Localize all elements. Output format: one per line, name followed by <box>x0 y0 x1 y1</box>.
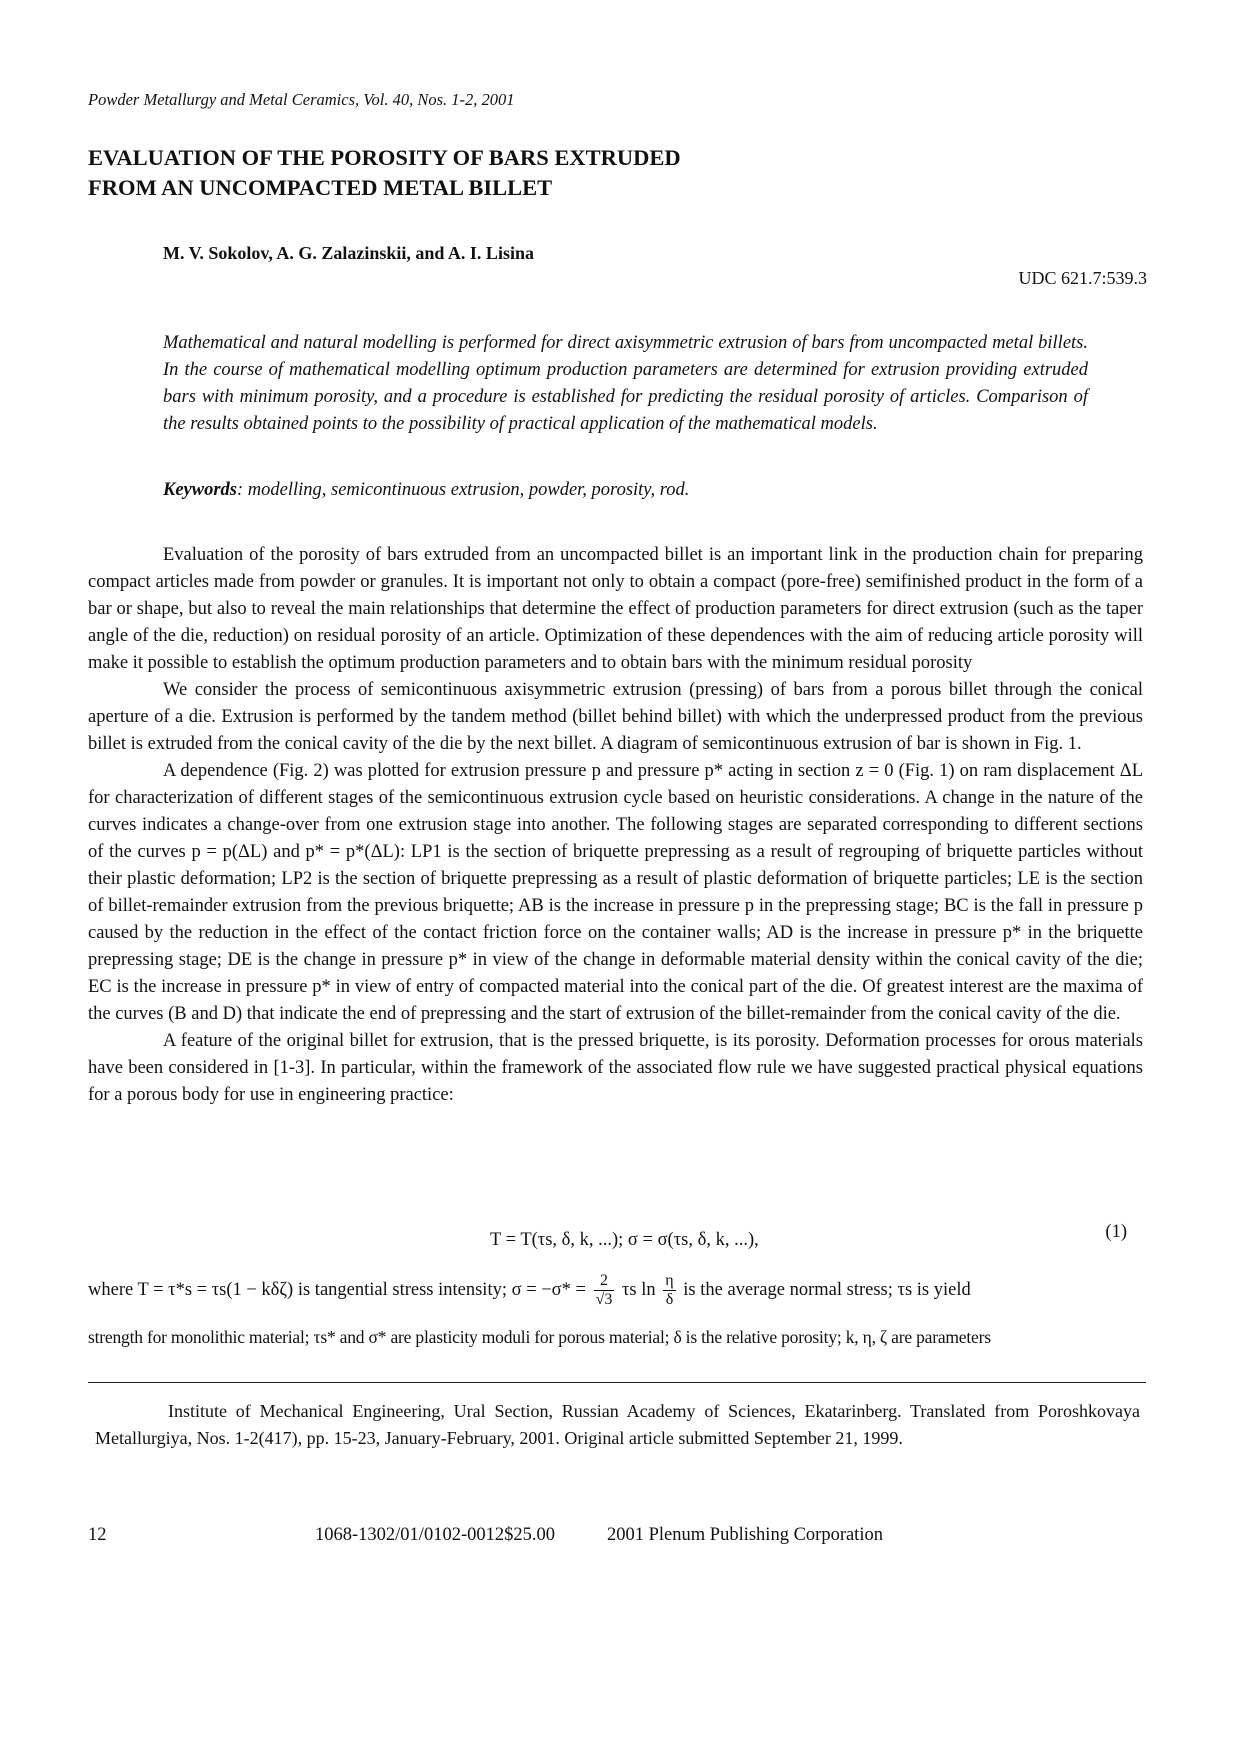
paragraph-4: A feature of the original billet for extrusion, that is the pressed briquette, is its porosity. Deformation processes for orous materials have been considered in [1-3]. In particular, within the framework of the associated flow rule we have suggested practical physical equations for a porous body for use in engineering practice: <box>88 1031 1143 1105</box>
fraction-2-over-sqrt3 <box>594 1272 615 1309</box>
fraction-numerator: 2 <box>594 1272 615 1291</box>
where-part-b: τs ln <box>622 1279 656 1300</box>
footnote-divider <box>88 1382 1146 1383</box>
fraction-denominator: √3 <box>595 1291 613 1308</box>
page-number: 12 <box>88 1525 107 1545</box>
body-text <box>88 542 1143 1109</box>
journal-header: Powder Metallurgy and Metal Ceramics, Vol. 40, Nos. 1-2, 2001 <box>88 90 515 109</box>
abstract: Mathematical and natural modelling is performed for direct axisymmetric extrusion of bars from uncompacted metal billets. In the course of mathematical modelling optimum production parameters are determined for extrusion providing extruded bars with minimum porosity, and a procedure is established for predicting the residual porosity of articles. Comparison of the results obtained points to the possibility of practical application of the mathematical models. <box>163 333 1088 434</box>
title-line-2: FROM AN UNCOMPACTED METAL BILLET <box>88 175 553 200</box>
paragraph-1: Evaluation of the porosity of bars extruded from an uncompacted billet is an important link in the production chain for preparing compact articles made from powder or granules. It is important not only to obtain a compact (pore-free) semifinished product in the form of a bar or shape, but also to reveal the main relationships that determine the effect of production parameters for direct extrusion (such as the taper angle of the die, reduction) on residual porosity of an article. Optimization of these dependences with the aim of reducing article porosity will make it possible to establish the optimum production parameters and to obtain bars with the minimum residual porosity <box>88 545 1143 673</box>
paragraph-3: A dependence (Fig. 2) was plotted for extrusion pressure p and pressure p* acting in section z = 0 (Fig. 1) on ram displacement ΔL for characterization of different stages of the semicontinuous extrusion cycle based on heuristic considerations. A change in the nature of the curves indicates a change-over from one extrusion stage into another. The following stages are separated corresponding to different sections of the curves p = p(ΔL) and p* = p*(ΔL): LP1 is the section of briquette prepressing as a result of regrouping of briquette particles without their plastic deformation; LP2 is the section of briquette prepressing as a result of plastic deformation of briquette particles; LE is the section of billet-remainder extrusion from the previous briquette; AB is the increase in pressure p in the prepressing stage; BC is the fall in pressure p caused by the reduction in the effect of the contact friction force on the container walls; AD is the increase in pressure p* in the briquette prepressing stage; DE is the change in pressure p* in view of the change in deformable material density within the conical cavity of the die; EC is the increase in pressure p* in view of entry of compacted material into the conical part of the die. Of greatest interest are the maxima of the curves (B and D) that indicate the end of prepressing and the start of extrusion of the billet-remainder from the conical cavity of the die. <box>88 761 1143 1024</box>
fraction2-numerator: η <box>665 1272 674 1289</box>
where-part-c: is the average normal stress; τs is yield <box>683 1279 971 1300</box>
title-line-1: EVALUATION OF THE POROSITY OF BARS EXTRUDED <box>88 145 681 170</box>
strength-definition-line: strength for monolithic material; τs* and σ* are plasticity moduli for porous material; δ is the relative porosity; k, η, ζ are parameters <box>88 1327 991 1347</box>
issn-code: 1068-1302/01/0102-0012$25.00 <box>315 1525 555 1545</box>
fraction-eta-over-delta <box>663 1272 675 1309</box>
copyright: 2001 Plenum Publishing Corporation <box>607 1525 883 1545</box>
equation-number: (1) <box>1105 1222 1127 1242</box>
fraction2-denominator: δ <box>665 1291 674 1308</box>
keywords-text: : modelling, semicontinuous extrusion, powder, porosity, rod. <box>237 480 690 500</box>
affiliation-footnote: Institute of Mechanical Engineering, Ural Section, Russian Academy of Sciences, Ekatarinberg. Translated from Poroshkovaya Metallurgiya, Nos. 1-2(417), pp. 15-23, January-February, 2001. Original article submitted September 21, 1999. <box>95 1401 1140 1448</box>
keywords-label: Keywords <box>163 480 237 500</box>
udc-code: UDC 621.7:539.3 <box>1018 268 1147 288</box>
keywords <box>163 480 1088 501</box>
article-title <box>88 143 988 203</box>
equation-explanation <box>88 1272 1143 1309</box>
where-part-a: where T = τ*s = τs(1 − kδζ) is tangential stress intensity; σ = −σ* = <box>88 1279 586 1300</box>
authors: M. V. Sokolov, A. G. Zalazinskii, and A. I. Lisina <box>163 243 534 263</box>
paragraph-2: We consider the process of semicontinuous axisymmetric extrusion (pressing) of bars from a porous billet through the conical aperture of a die. Extrusion is performed by the tandem method (billet behind billet) with which the underpressed product from the previous billet is extruded from the conical cavity of the die by the next billet. A diagram of semicontinuous extrusion of bar is shown in Fig. 1. <box>88 680 1143 754</box>
equation-1: T = T(τs, δ, k, ...); σ = σ(τs, δ, k, ...), <box>490 1230 759 1250</box>
